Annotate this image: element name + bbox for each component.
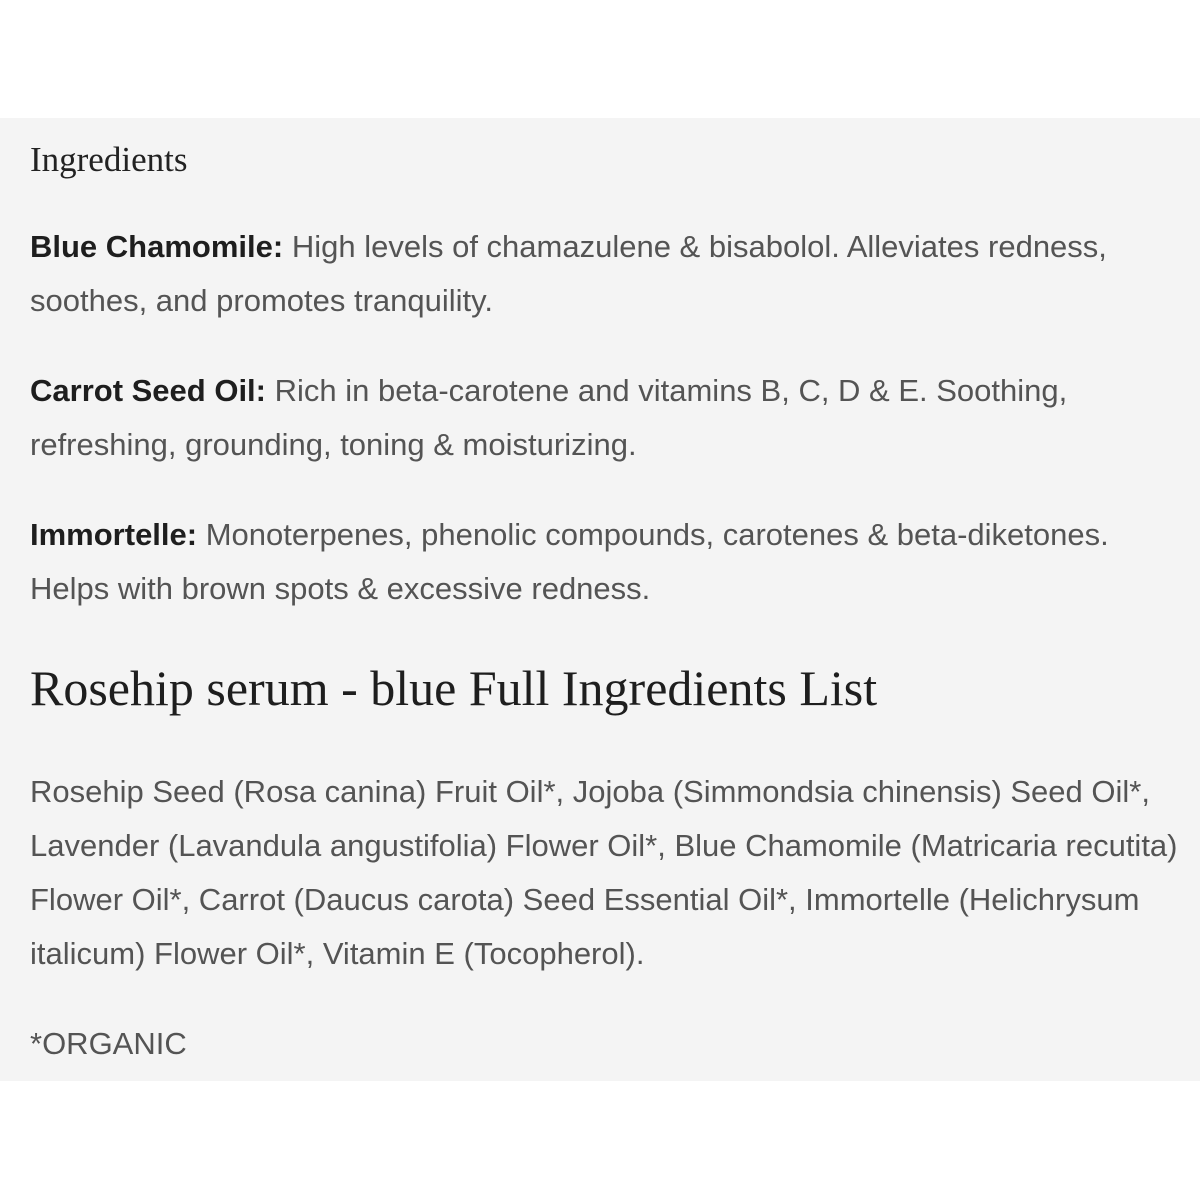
- ingredient-name: Blue Chamomile:: [30, 229, 284, 264]
- organic-footnote: *ORGANIC: [30, 1026, 187, 1061]
- ingredient-description: High levels of chamazulene & bisabolol. Alleviates redness, soothes, and promotes tranquility.: [30, 229, 1107, 318]
- ingredient-immortelle: [30, 508, 1180, 616]
- ingredient-description: Rich in beta-carotene and vitamins B, C, D & E. Soothing, refreshing, grounding, toning & moisturizing.: [30, 373, 1068, 462]
- ingredient-name: Immortelle:: [30, 517, 198, 552]
- ingredient-description: Monoterpenes, phenolic compounds, carotenes & beta-diketones. Helps with brown spots & excessive redness.: [30, 517, 1109, 606]
- section-title: Ingredients: [30, 140, 188, 179]
- ingredient-carrot-seed-oil: [30, 364, 1180, 472]
- ingredient-name: Carrot Seed Oil:: [30, 373, 266, 408]
- full-list-title: Rosehip serum - blue Full Ingredients List: [30, 660, 878, 716]
- ingredient-blue-chamomile: [30, 220, 1180, 328]
- full-ingredients-list: Rosehip Seed (Rosa canina) Fruit Oil*, Jojoba (Simmondsia chinensis) Seed Oil*, Lavender (Lavandula angustifolia) Flower Oil*, Blue Chamomile (Matricaria recutita) Flower Oil*, Carrot (Daucus carota) Seed Essential Oil*, Immortelle (Helichrysum italicum) Flower Oil*, Vitamin E (Tocopherol).: [30, 774, 1178, 971]
